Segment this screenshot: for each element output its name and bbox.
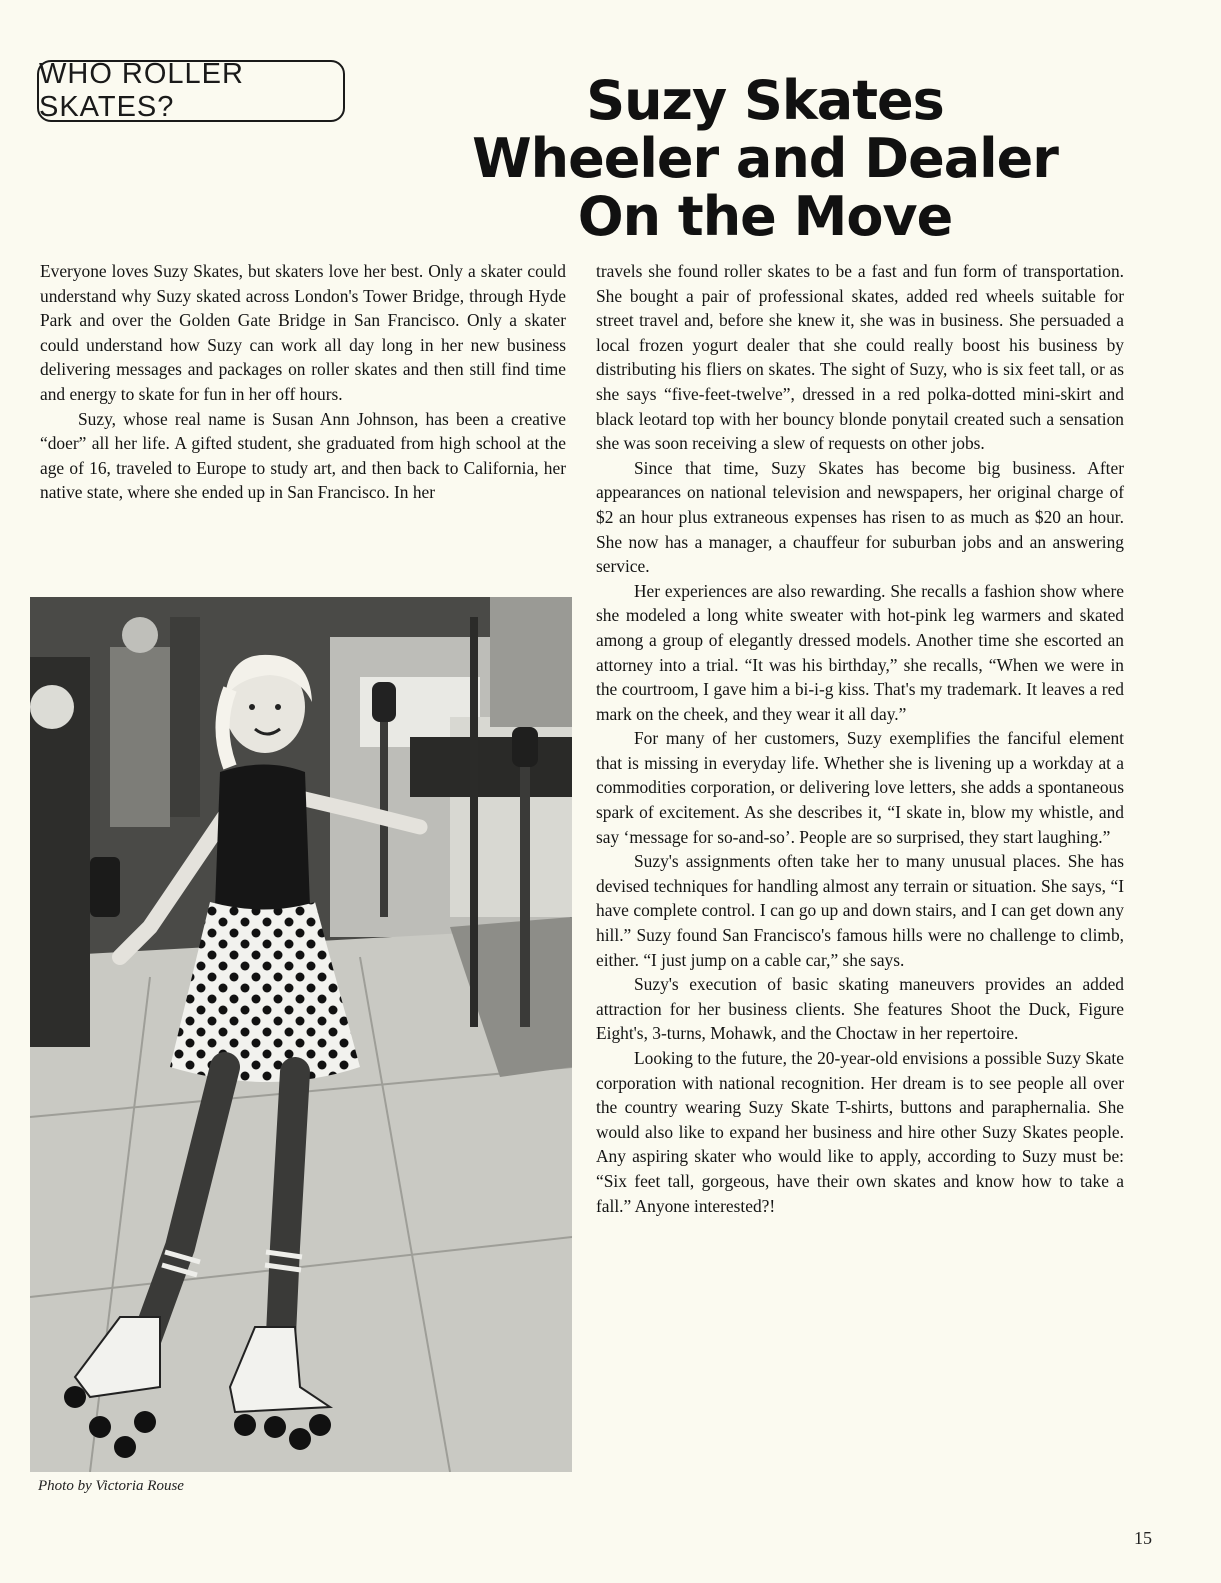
paragraph: Her experiences are also rewarding. She recalls a fashion show where she modeled a long white sweater with hot-pink leg warmers and skated among a group of elegantly dressed models. Another time she escorted an attorney into a trial. “It was his birthday,” she recalls, “When we were in the courtroom, I gave him a bi-i-g kiss. That's my trademark. It leaves a red mark on the cheek, and they wear it all day.”: [596, 580, 1124, 724]
skater-photo: [30, 597, 572, 1472]
paragraph: Looking to the future, the 20-year-old envisions a possible Suzy Skate corporation with national recognition. Her dream is to see people all over the country wearing Suzy Skate T-shirts, buttons and paraphernalia. She would also like to expand her business and hire other Suzy Skates people. Any aspiring skater who would like to apply, according to Suzy must be: “Six feet tall, gorgeous, have their own skates and know how to take a fall.” Anyone interested?!: [596, 1048, 1124, 1216]
headline-line-1: Suzy Skates: [586, 69, 944, 132]
right-column: [596, 259, 1124, 1218]
paragraph: travels she found roller skates to be a fast and fun form of transportation. She bought a pair of professional skates, added red wheels suitable for street travel and, before she knew it, she was in business. She persuaded a local frozen yogurt dealer that she could really boost his business by distributing his fliers on skates. The sight of Suzy, who is six feet tall, or as she says “five-feet-twelve”, dressed in a red polka-dotted mini-skirt and black leotard top with her bouncy blonde ponytail created such a sensation she was soon receiving a slew of requests on other jobs.: [596, 261, 1124, 454]
paragraph: Suzy's assignments often take her to many unusual places. She has devised techniques for handling almost any terrain or situation. She says, “I have complete control. I can go up and down stairs, and I can get down any hill.” Suzy found San Francisco's famous hills were no challenge to climb, either. “I just jump on a cable car,” she says.: [596, 851, 1124, 970]
paragraph: Since that time, Suzy Skates has become big business. After appearances on national television and newspapers, her original charge of $2 an hour plus extraneous expenses has risen to as much as $20 an hour. She now has a manager, a chauffeur for suburban jobs and an answering service.: [596, 457, 1124, 577]
headline-line-2: Wheeler and Dealer: [472, 127, 1058, 190]
section-kicker: [37, 60, 345, 122]
drop-cap: E: [40, 261, 51, 281]
article-headline: [380, 69, 1150, 248]
skater-photo-illustration: [30, 597, 572, 1472]
paragraph: Suzy, whose real name is Susan Ann Johnson, has been a creative “doer” all her life. A gifted student, she graduated from high school at the age of 16, traveled to Europe to study art, and then back to California, her native state, where she ended up in San Francisco. In her: [40, 408, 566, 503]
section-kicker-text: WHO ROLLER SKATES?: [39, 58, 244, 123]
paragraph-text: veryone loves Suzy Skates, but skaters love her best. Only a skater could understand why Suzy skated across London's Tower Bridge, through Hyde Park and over the Golden Gate Bridge in San Francisco. Only a skater could understand how Suzy can work all day long in her new business delivering messages and packages on roller skates and then still find time and energy to skate for fun in her off hours.: [40, 261, 566, 404]
paragraph: [40, 259, 566, 407]
photo-caption: Photo by Victoria Rouse: [38, 1478, 184, 1494]
headline-line-3: On the Move: [577, 185, 953, 248]
paragraph: Suzy's execution of basic skating maneuvers provides an added attraction for her business clients. She features Shoot the Duck, Figure Eight's, 3-turns, Mohawk, and the Choctaw in her repertoire.: [596, 974, 1124, 1044]
left-column: [40, 259, 566, 505]
page-number: 15: [1134, 1528, 1152, 1548]
paragraph: For many of her customers, Suzy exemplifies the fanciful element that is missing in everyday life. Whether she is livening up a workday at a commodities corporation, or delivering love letters, she adds a spontaneous spark of excitement. As she describes it, “I skate in, blow my whistle, and say ‘message for so-and-so’. People are so surprised, they start laughing.”: [596, 728, 1124, 847]
